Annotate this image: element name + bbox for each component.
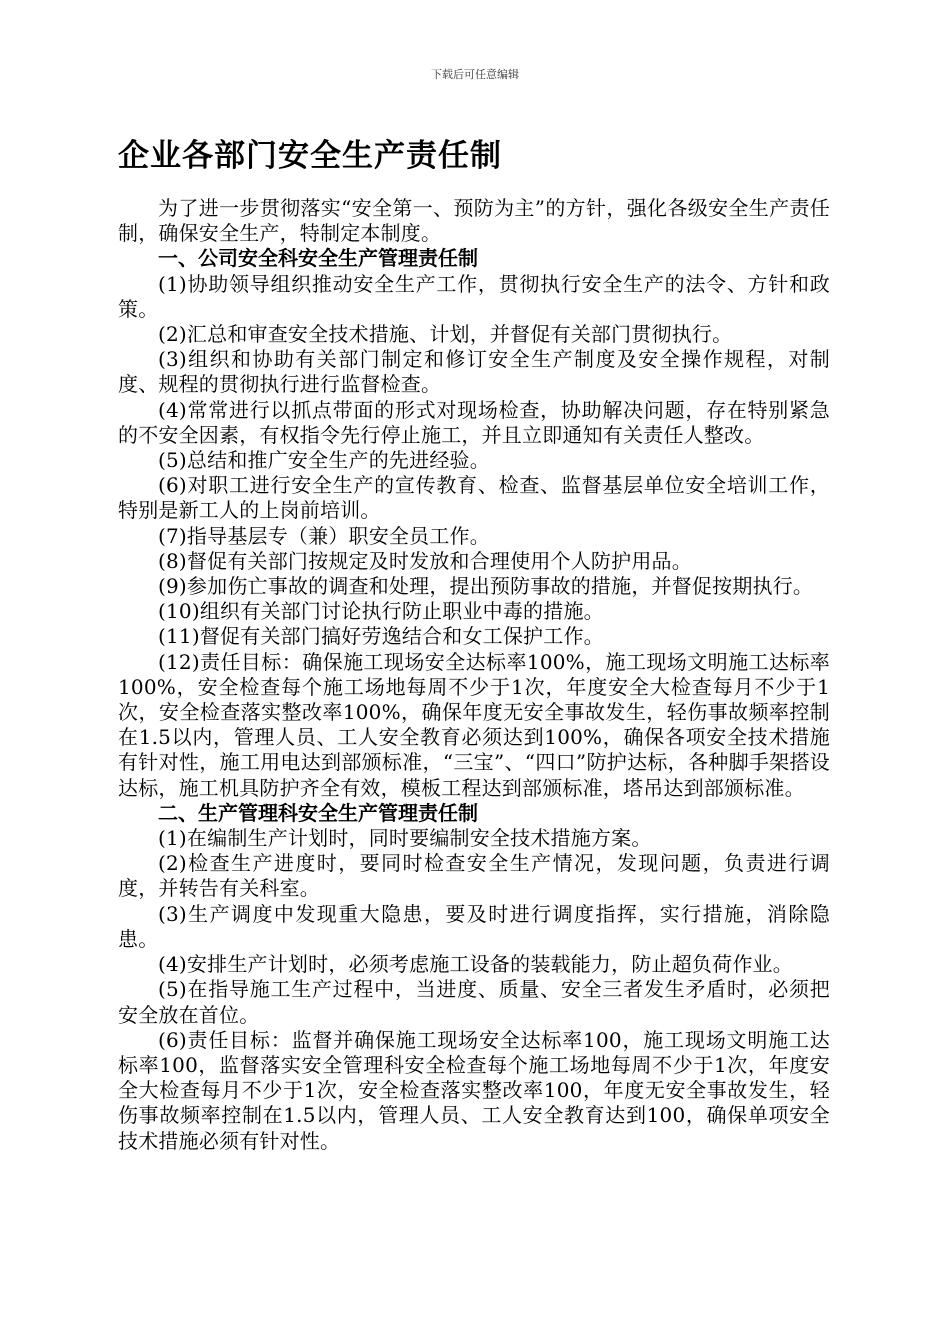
- list-item: (8)督促有关部门按规定及时发放和合理使用个人防护用品。: [158, 548, 692, 573]
- list-item: (10)组织有关部门讨论执行防止职业中毒的措施。: [158, 599, 604, 624]
- list-item: (4)安排生产计划时，必须考虑施工设备的装载能力，防止超负荷作业。: [158, 952, 793, 977]
- section-heading: 一、公司安全科安全生产管理责任制: [158, 246, 478, 271]
- list-item: (6)责任目标：监督并确保施工现场安全达标率100，施工现场文明施工达标率100，监督落实安全管理科安全检查每个施工场地每周不少于1次，年度安全大检查每月不少于1次，安全检查落实整改率100，年度无安全事故发生，轻伤事故频率控制在1.5以内，管理人员、工人安全教育达到100，确保单项安全技术措施必须有针对性。: [118, 1027, 830, 1153]
- document-body: [118, 196, 830, 1154]
- document-title: 企业各部门安全生产责任制: [118, 138, 502, 174]
- list-item: (11)督促有关部门搞好劳逸结合和女工保护工作。: [158, 624, 604, 649]
- list-item: (12)责任目标：确保施工现场安全达标率100%，施工现场文明施工达标率100%，安全检查每个施工场地每周不少于1次，年度安全大检查每月不少于1次，安全检查落实整改率100%，确保年度无安全事故发生，轻伤事故频率控制在1.5以内，管理人员、工人安全教育必须达到100%，确保各项安全技术措施有针对性，施工用电达到部颁标准，“三宝”、“四口”防护达标，各种脚手架搭设达标，施工机具防护齐全有效，模板工程达到部颁标准，塔吊达到部颁标准。: [118, 649, 830, 800]
- list-item: (1)在编制生产计划时，同时要编制安全技术措施方案。: [158, 826, 652, 851]
- list-item: (5)在指导施工生产过程中，当进度、质量、安全三者发生矛盾时，必须把安全放在首位。: [118, 977, 830, 1027]
- list-item: (7)指导基层专（兼）职安全员工作。: [158, 523, 490, 548]
- section-heading: 二、生产管理科安全生产管理责任制: [158, 800, 478, 825]
- list-item: (5)总结和推广安全生产的先进经验。: [158, 448, 490, 473]
- list-item: (1)协助领导组织推动安全生产工作，贯彻执行安全生产的法令、方针和政策。: [118, 271, 830, 321]
- list-item: (3)生产调度中发现重大隐患，要及时进行调度指挥，实行措施，消除隐患。: [118, 901, 830, 951]
- list-item: (2)汇总和审查安全技术措施、计划，并督促有关部门贯彻执行。: [158, 322, 733, 347]
- header-note: 下载后可任意编辑: [431, 68, 519, 81]
- intro-paragraph: 为了进一步贯彻落实“安全第一、预防为主”的方针，强化各级安全生产责任制，确保安全生产，特制定本制度。: [118, 196, 830, 246]
- list-item: (6)对职工进行安全生产的宣传教育、检查、监督基层单位安全培训工作，特别是新工人的上岗前培训。: [118, 473, 830, 523]
- list-item: (3)组织和协助有关部门制定和修订安全生产制度及安全操作规程，对制度、规程的贯彻执行进行监督检查。: [118, 347, 830, 397]
- list-item: (9)参加伤亡事故的调查和处理，提出预防事故的措施，并督促按期执行。: [158, 574, 814, 599]
- list-item: (4)常常进行以抓点带面的形式对现场检查，协助解决问题，存在特别紧急的不安全因素，有权指令先行停止施工，并且立即通知有关责任人整改。: [118, 397, 830, 447]
- list-item: (2)检查生产进度时，要同时检查安全生产情况，发现问题，负责进行调度，并转告有关科室。: [118, 851, 830, 901]
